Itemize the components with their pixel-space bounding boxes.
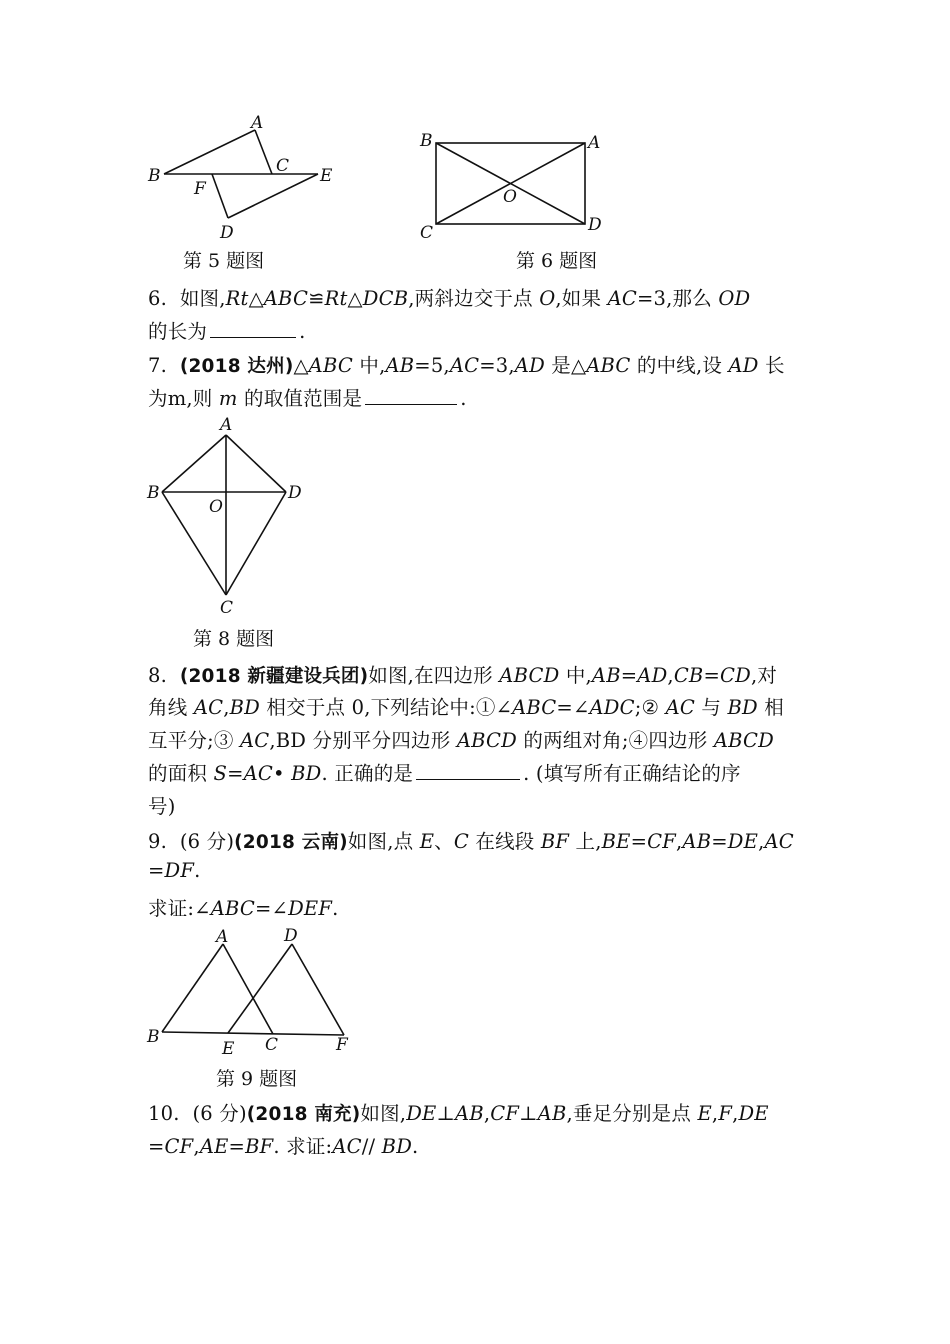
label-e: E (222, 1039, 235, 1059)
answer-blank (210, 319, 296, 338)
segment-ad (226, 435, 286, 492)
label-c: C (420, 223, 434, 243)
label-a: A (251, 113, 264, 133)
figure-8-caption: 第 8 题图 (193, 628, 275, 650)
segment-df (212, 174, 228, 218)
question-8-line-5: 号) (148, 795, 176, 818)
segment-ed (228, 174, 318, 218)
label-c: C (265, 1035, 279, 1055)
question-9-line-2: =DF. (148, 859, 201, 882)
figure-5 (140, 108, 350, 243)
question-8-line-4: 的面积 S=AC• BD. 正确的是 . (填写所有正确结论的序 (148, 762, 741, 785)
label-c: C (276, 156, 290, 176)
label-o: O (209, 497, 223, 517)
segment-ab (162, 435, 226, 492)
question-9-line-1: 9. (6 分)(2018 云南)如图,点 E、C 在线段 BF 上,BE=CF,AB=DE,AC (148, 830, 794, 853)
label-b: B (420, 131, 433, 151)
label-o: O (503, 187, 517, 207)
figure-6 (412, 126, 612, 241)
label-f: F (336, 1035, 348, 1055)
segment-ed (228, 944, 292, 1033)
segment-df (292, 944, 344, 1035)
segment-dc (226, 492, 286, 595)
answer-blank (416, 761, 520, 780)
question-10-line-2: =CF,AE=BF. 求证:AC// BD. (148, 1135, 419, 1158)
segment-ba (162, 944, 223, 1032)
label-a: A (220, 415, 233, 435)
segment-ac (255, 130, 272, 174)
question-8-line-1: 8. (2018 新疆建设兵团)如图,在四边形 ABCD 中,AB=AD,CB=CD,对 (148, 664, 778, 687)
question-6-line-2: 的长为 . (148, 320, 306, 343)
question-7-line-1: 7. (2018 达州)△ABC 中,AB=5,AC=3,AD 是△ABC 的中线,设 AD 长 (148, 354, 785, 377)
label-d: D (220, 223, 234, 243)
label-e: E (320, 166, 333, 186)
segment-ac (223, 944, 273, 1034)
figure-8-diagram (140, 412, 320, 622)
figure-6-caption: 第 6 题图 (516, 250, 598, 272)
figure-5-diagram (140, 108, 350, 243)
question-9-line-3: 求证:∠ABC=∠DEF. (148, 897, 339, 920)
figure-8 (140, 412, 320, 622)
question-6-line-1: 6. 如图,Rt△ABC≌Rt△DCB,两斜边交于点 O,如果 AC=3,那么 OD (148, 287, 751, 310)
answer-blank (365, 386, 457, 405)
question-8-line-3: 互平分;③ AC,BD 分别平分四边形 ABCD 的两组对角;④四边形 ABCD (148, 729, 774, 752)
label-f: F (194, 179, 206, 199)
label-a: A (216, 927, 229, 947)
segment-bf (162, 1032, 344, 1035)
figure-9-caption: 第 9 题图 (216, 1068, 298, 1090)
label-d: D (288, 483, 302, 503)
figure-6-diagram (412, 126, 612, 241)
figure-9-diagram (140, 922, 360, 1062)
label-b: B (147, 1027, 160, 1047)
figure-9 (140, 922, 360, 1062)
label-c: C (220, 598, 234, 618)
question-8-line-2: 角线 AC,BD 相交于点 0,下列结论中:①∠ABC=∠ADC;② AC 与 BD 相 (148, 696, 784, 719)
segment-ba (164, 130, 255, 174)
label-b: B (147, 483, 160, 503)
question-7-line-2: 为m,则 m 的取值范围是 . (148, 387, 467, 410)
label-b: B (148, 166, 161, 186)
label-d: D (284, 926, 298, 946)
label-d: D (588, 215, 602, 235)
label-a: A (588, 133, 601, 153)
question-10-line-1: 10. (6 分)(2018 南充)如图,DE⊥AB,CF⊥AB,垂足分别是点 E,F,DE (148, 1102, 769, 1125)
figure-5-caption: 第 5 题图 (183, 250, 265, 272)
